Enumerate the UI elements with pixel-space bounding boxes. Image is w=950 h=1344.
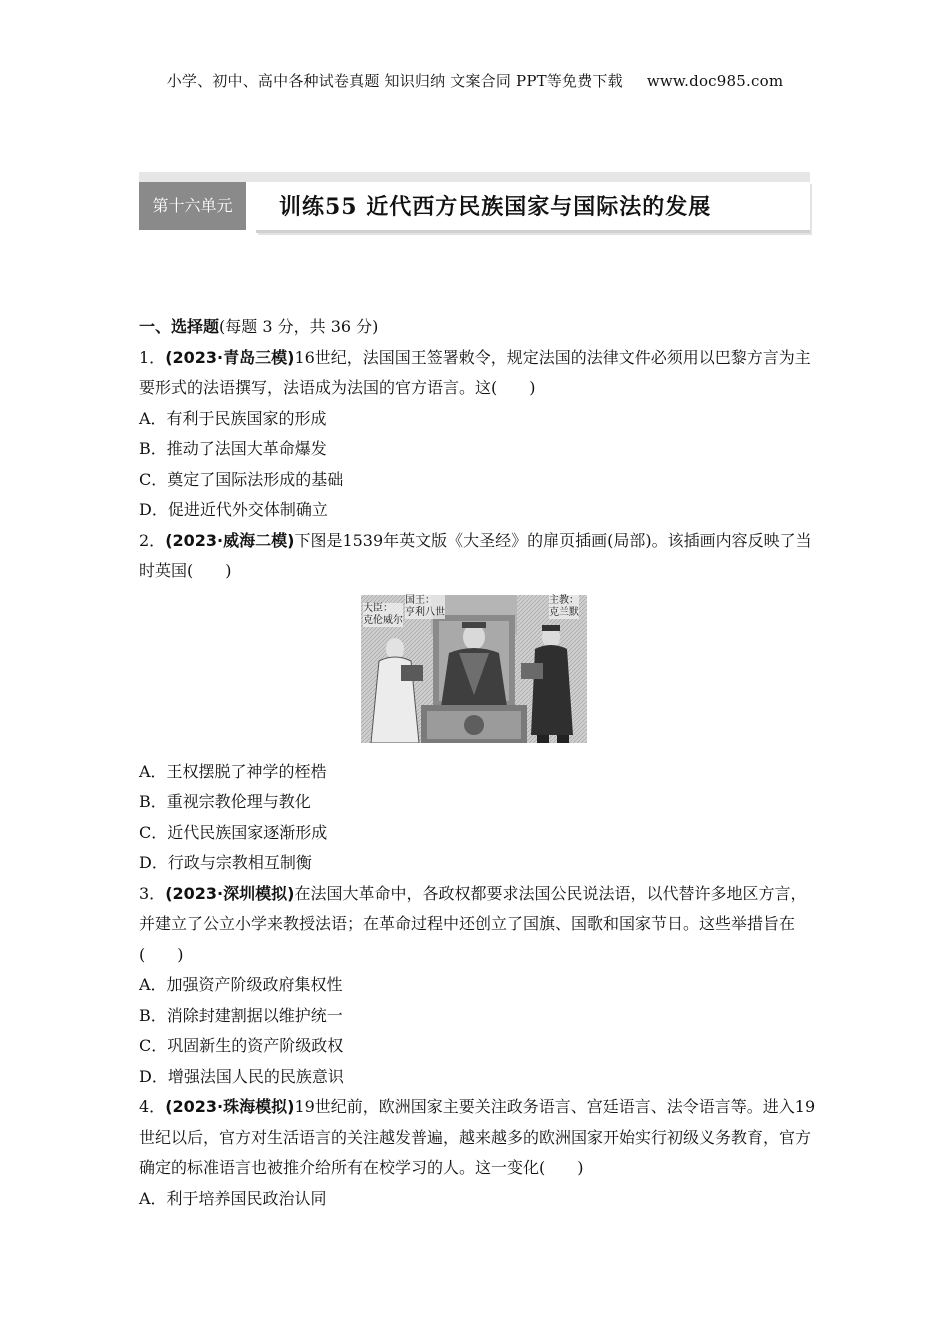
option-b[interactable]: B．推动了法国大革命爆发 (139, 439, 327, 458)
question-source: (2023·青岛三模) (165, 347, 295, 367)
question-source: (2023·珠海模拟) (165, 1097, 295, 1116)
option-b[interactable]: B．消除封建割据以维护统一 (139, 1005, 343, 1025)
option-d[interactable]: D．增强法国人民的民族意识 (139, 1066, 344, 1086)
question-text: 16世纪，法国国王签署敕令，规定法国的法律文件必须用以巴黎方言为主要形式的法语撰写，法语成为法国的官方语言。这( ) (139, 347, 811, 397)
question-text: 下图是1539年英文版《大圣经》的扉页插画(局部)。该插画内容反映了当时英国( ) (139, 530, 812, 580)
question-number: 3． (139, 883, 166, 903)
unit-label: 第十六单元 (139, 182, 246, 230)
question-number: 1． (139, 347, 166, 367)
label-king: 国王： 亨利八世 (405, 594, 445, 618)
option-c[interactable]: C．奠定了国际法形成的基础 (139, 469, 344, 489)
page-title: 训练55 近代西方民族国家与国际法的发展 (279, 194, 712, 220)
section-title: 一、选择题 (139, 317, 220, 336)
question-3 (139, 879, 819, 1093)
section-heading (139, 312, 819, 343)
question-stem (139, 343, 819, 404)
option-a[interactable]: A．利于培养国民政治认同 (139, 1188, 327, 1208)
section-note: (每题 3 分，共 36 分) (219, 317, 379, 336)
bible-frontispiece-image (361, 595, 587, 743)
option-c[interactable]: C．巩固新生的资产阶级政权 (139, 1036, 344, 1055)
option-a[interactable]: A．王权摆脱了神学的桎梏 (139, 761, 327, 781)
question-source: (2023·威海二模) (165, 530, 295, 550)
label-minister: 大臣： 克伦威尔 (363, 602, 403, 626)
question-number: 2． (139, 530, 166, 550)
main-content (139, 312, 819, 1214)
option-c[interactable]: C．近代民族国家逐渐形成 (139, 822, 328, 842)
option-b[interactable]: B．重视宗教伦理与教化 (139, 792, 311, 811)
label-bishop: 主教： 克兰默 (549, 594, 579, 618)
question-stem (139, 526, 819, 587)
unit-banner (139, 172, 810, 242)
option-a[interactable]: A．有利于民族国家的形成 (139, 408, 327, 428)
option-d[interactable]: D．行政与宗教相互制衡 (139, 853, 312, 872)
header-text: 小学、初中、高中各种试卷真题 知识归纳 文案合同 PPT等免费下载 (166, 72, 623, 90)
question-2 (139, 526, 819, 879)
figure-container (139, 591, 819, 751)
question-text: 在法国大革命中，各政权都要求法国公民说法语，以代替许多地区方言，并建立了公立小学来教授法语；在革命过程中还创立了国旗、国歌和国家节日。这些举措旨在( ) (139, 883, 807, 964)
option-a[interactable]: A．加强资产阶级政府集权性 (139, 975, 343, 994)
question-text: 19世纪前，欧洲国家主要关注政务语言、宫廷语言、法令语言等。进入19世纪以后，官方对生活语言的关注越发普遍，越来越多的欧洲国家开始实行初级义务教育，官方确定的标准语言也被推介给所有在校学习的人。这一变化( ) (139, 1097, 816, 1177)
question-stem (139, 1092, 819, 1184)
page-header (0, 70, 950, 91)
banner-strip (139, 172, 810, 182)
header-site: www.doc985.com (646, 72, 784, 90)
question-source: (2023·深圳模拟) (165, 883, 295, 903)
question-number: 4． (139, 1097, 166, 1116)
question-stem (139, 879, 819, 971)
option-d[interactable]: D．促进近代外交体制确立 (139, 500, 328, 519)
question-4 (139, 1092, 819, 1214)
question-1 (139, 343, 819, 526)
